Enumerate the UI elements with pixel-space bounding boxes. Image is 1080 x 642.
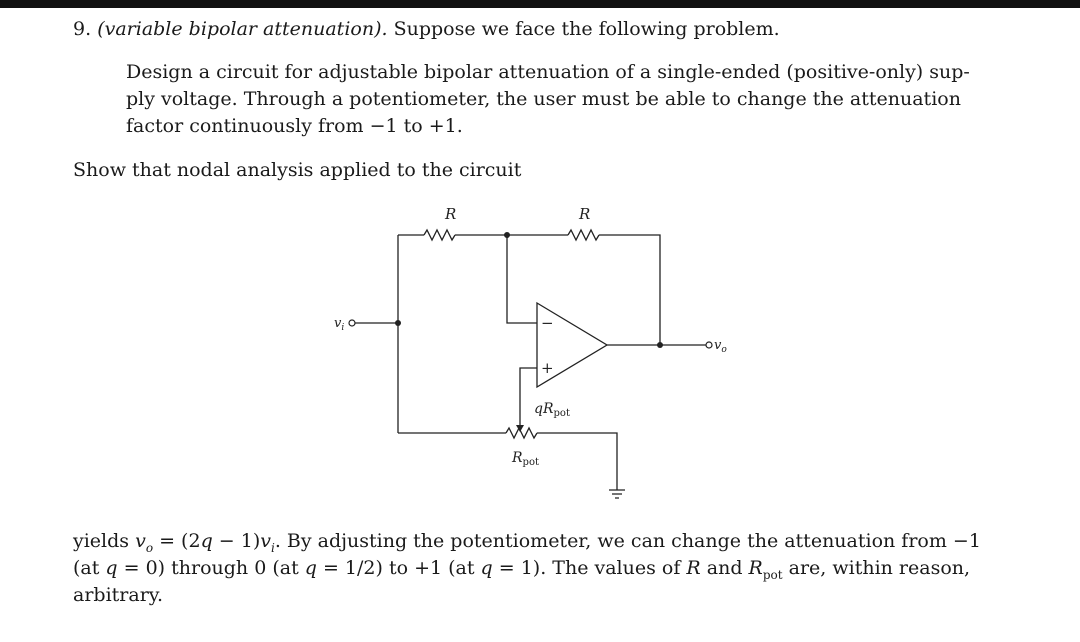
label-vin-sub: i [341, 323, 345, 333]
y1-vo: v [135, 530, 146, 552]
y2-and: and [700, 557, 749, 579]
y1-rest: . By adjusting the potentiometer, we can change the attenuation from −1 [274, 530, 981, 552]
quote-line-2: ply voltage. Through a potentiometer, the user must be able to change the attenuation [126, 88, 961, 110]
y1-eq: = (2 [153, 530, 201, 552]
wire-to-inverting [507, 235, 537, 323]
ground [609, 490, 625, 498]
junction-top [504, 232, 510, 238]
quote-line-1: Design a circuit for adjustable bipolar attenuation of a single-ended (positive-only) sup- [126, 61, 970, 83]
y1-yields: yields [73, 530, 130, 552]
label-vin [334, 316, 344, 333]
wire-top-right [599, 235, 660, 345]
label-vout-v: v [714, 338, 722, 353]
show-text: Show that nodal analysis applied to the circuit [73, 159, 522, 181]
y1-minus: − 1) [212, 530, 261, 552]
y2-e: = 1/2) to +1 (at [316, 557, 481, 579]
terminal-input [349, 320, 355, 326]
y1-vi: v [260, 530, 271, 552]
y2-q3: q [480, 557, 493, 579]
y2-q1: q [105, 557, 118, 579]
label-rpot-r: R [512, 450, 523, 466]
opamp-plus: + [541, 359, 554, 377]
problem-intro: Suppose we face the following problem. [393, 18, 780, 40]
label-q-rpot-sub: pot [553, 408, 570, 419]
resistor-top-right [568, 230, 599, 240]
label-vout [714, 338, 727, 355]
junction-left [395, 320, 401, 326]
conclusion-line-2 [73, 556, 970, 587]
y2-g: = 1). The values of [492, 557, 687, 579]
conclusion-line-3: arbitrary. [73, 584, 164, 606]
problem-number: 9. [73, 18, 92, 40]
y2-l: are, within reason, [782, 557, 971, 579]
label-vout-sub: o [721, 345, 727, 355]
y2-rpot: R [748, 557, 763, 579]
label-rpot [511, 450, 539, 468]
label-q-rpot-q: q [534, 401, 543, 417]
label-vin-v: v [334, 316, 342, 331]
y2-c: = 0) through 0 (at [117, 557, 305, 579]
label-r-top-left: R [445, 205, 457, 223]
y2-rpot-sub: pot [762, 567, 783, 582]
resistor-top-left [424, 230, 455, 240]
junction-output [657, 342, 663, 348]
label-r-top-right: R [579, 205, 591, 223]
problem-title: (variable bipolar attenuation). [97, 18, 388, 40]
quote-line-3: factor continuously from −1 to +1. [126, 115, 463, 137]
label-q-rpot-r: R [542, 401, 554, 417]
label-q-rpot [534, 401, 570, 419]
y1-vo-sub: o [145, 540, 154, 555]
y2-q2: q [304, 557, 317, 579]
label-rpot-sub: pot [522, 457, 539, 468]
y1-q: q [200, 530, 213, 552]
y1-vi-sub: i [270, 540, 275, 555]
y2-a: (at [73, 557, 106, 579]
resistor-pot [506, 428, 537, 438]
opamp-minus: − [541, 314, 554, 332]
wire-bottom-right [537, 433, 617, 490]
terminal-output [706, 342, 712, 348]
y2-r: R [686, 557, 701, 579]
